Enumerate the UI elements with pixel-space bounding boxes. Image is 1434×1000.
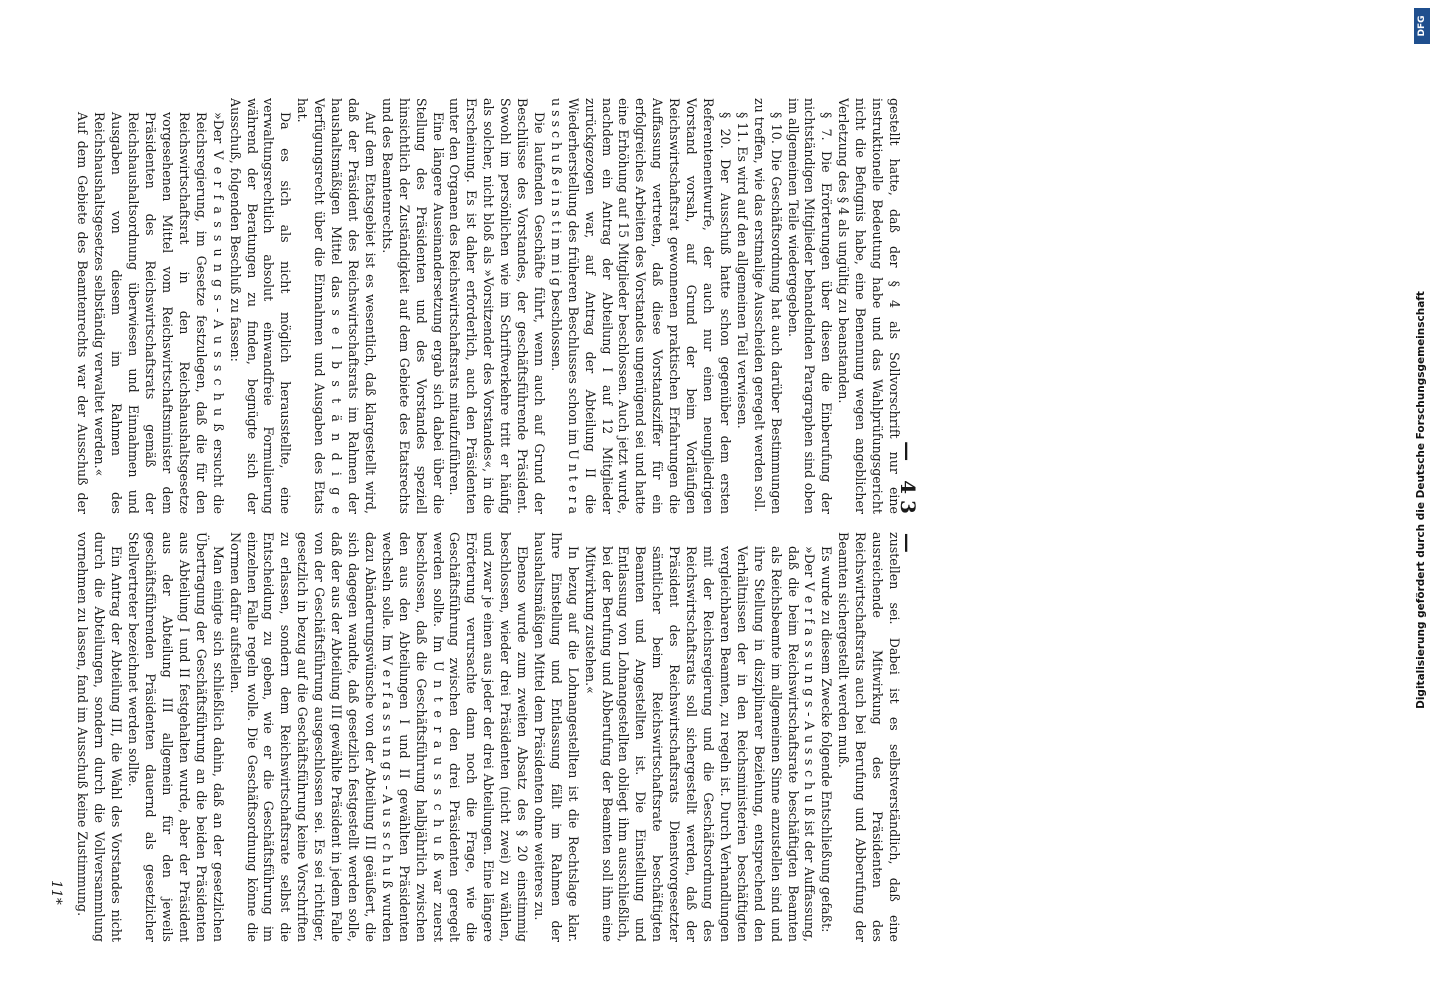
paragraph: Auf dem Gebiete des Beamtenrechts war der Ausschuß der [75, 112, 91, 514]
dfg-logo-text: DFG [1417, 15, 1427, 37]
page-number: — 43 — [896, 441, 920, 559]
paragraph: Da es sich als nicht möglich herausstellte, eine verwaltungsrechtlich absolut einwandfreie Formulierung während der Beratungen zu finden, begnügte sich der Ausschuß, folgenden Beschluß zu fassen: [227, 98, 294, 514]
right-text-column [72, 532, 902, 942]
paragraph-section-20: § 20. Der Ausschuß hatte schon gegenüber dem ersten Referentenentwurfe, der auch nur einen neungliedrigen Vorstand vorsah, auf Grund der beim Vorläufigen Reichswirtschaftsrat gewonnenen praktischen Erfahrungen die Auffassung vertreten, daß diese Vorstandsziffer für ein erfolgreiches Arbeiten des Vorstandes ungenügend sei und hatte eine Erhöhung auf 15 Mitglieder beschlossen. Auch jetzt wurde, nachdem ein Antrag der Abteilung I auf 12 Mitglieder zurückgezogen war, auf Antrag der Abteilung II die Wiederherstellung des früheren Beschlusses schon im U n t e r a u s s c h u ß e i n s t i m m i g beschlossen. [548, 98, 733, 514]
paragraph: Auf dem Etatsgebiet ist es wesentlich, daß klargestellt wird, daß der Präsident des Reichswirtschaftsrats im Rahmen der haushaltsmäßigen Mittel das s e l b s t ä n d i g e Verfügungsrecht über die Einnahmen und Ausgaben des Etats hat. [295, 98, 378, 514]
paragraph: Man einigte sich schließlich dahin, daß an der gesetzlichen Übertragung der Geschäftsführung an die beiden Präsidenten aus Abteilung I und II festgehalten wurde, aber der Präsident aus der Abteilung III allgemein für den jeweils geschäftsführenden Präsidenten dauernd als gesetzlicher Stellvertreter bezeichnet werden sollte. [126, 532, 226, 942]
digitization-note [1407, 6, 1434, 994]
paragraph: In bezug auf die Lohnangestellten ist die Rechtslage klar. Ihre Einstellung und Entlassung fällt im Rahmen der haushaltsmäßigen Mittel dem Präsidenten ohne weiteres zu. [531, 532, 581, 942]
paragraph-section-10: § 10. Die Geschäftsordnung hat auch darüber Bestimmungen zu treffen, wie das erstmalige Ausscheiden geregelt werden soll. [751, 98, 784, 514]
signature-mark: 11* [48, 880, 64, 905]
paragraph: gestellt hatte, daß der § 4 als Sollvorschrift nur eine instruktionelle Bedeutung habe und das Wahlprüfungsgericht nicht die Befugnis habe, eine Benennung wegen angeblicher Verletzung des § 4 als ungültig zu beanstanden. [836, 98, 902, 514]
paragraph: Es wurde zu diesem Zwecke folgende Entschließung gefaßt: [819, 546, 835, 933]
quoted-resolution: »Der V e r f a s s u n g s - A u s s c h u ß ist der Auffassung, daß die beim Reichswirtschaftsrate beschäftigten Beamten als Reichsbeamte im allgemeinen Sinne anzustellen sind und ihre Stellung in disziplinarer Beziehung, entsprechend den Verhältnissen der in den Reichsministerien beschäftigten vergleichbaren Beamten, zu regeln ist. Durch Verhandlungen mit der Reichsregierung und die Geschäftsordnung des Reichswirtschaftsrats soll sichergestellt werden, daß der Präsident des Reichswirtschaftsrats Dienstvorgesetzter sämtlicher beim Reichswirtschaftsrate beschäftigten Beamten und Angestellten ist. Die Einstellung und Entlassung von Lohnangestellten obliegt ihm ausschließlich, bei der Berufung und Abberufung der Beamten soll ihm eine Mitwirkung zustehen.« [582, 546, 818, 942]
left-text-column [72, 98, 902, 514]
quoted-resolution: »Der V e r f a s s u n g s - A u s s c h u ß ersucht die Reichsregierung, im Gesetze festzulegen, daß die für den Reichswirtschaftsrat in den Reichshaushaltsgesetze vorgesehenen Mittel vom Reichswirtschaftsminister dem Präsidenten des Reichswirtschaftsrats gemäß der Reichshaushaltsordnung überwiesen und Einnahmen und Ausgaben von diesem im Rahmen des Reichshaushaltsgesetzes selbständig verwaltet werden.« [92, 112, 226, 514]
digitization-note-text: Digitalisierung gefördert durch die Deutsche Forschungsgemeinschaft [1415, 291, 1427, 709]
paragraph: Die laufenden Geschäfte führt, wenn auch auf Grund der Beschlüsse des Vorstandes, der geschäftsführende Präsident. Sowohl im persönlichen wie im Schriftverkehre tritt er häufig als solcher, nicht bloß als »Vorsitzender des Vorstandes«, in die Erscheinung. Es ist daher erforderlich, auch den Präsidenten unter den Organen des Reichswirtschaftsrats mitaufzuführen. [447, 98, 547, 514]
paragraph: Eine längere Auseinandersetzung ergab sich dabei über die Stellung des Präsidenten und des Vorstandes speziell hinsichtlich der Zuständigkeit auf dem Gebiete des Etatsrechts und des Beamtenrechts. [379, 98, 446, 514]
paragraph-section-7: § 7. Die Erörterungen über diesen die Einberufung der nichtständigen Mitglieder behandelnden Paragraphen sind oben im allgemeinen Teile wiedergegeben. [785, 98, 835, 514]
dfg-logo [1414, 8, 1430, 44]
paragraph-section-11: § 11. Es wird auf den allgemeinen Teil verwiesen. [734, 112, 750, 429]
paragraph: zustellen sei. Dabei ist es selbstverständlich, daß eine ausreichende Mitwirkung des Präsidenten des Reichswirtschaftsrats auch bei Berufung und Abberufung der Beamten sichergestellt werden muß. [836, 532, 902, 942]
paragraph: Ebenso wurde zum zweiten Absatz des § 20 einstimmig beschlossen, wieder drei Präsidenten (nicht zwei) zu wählen, und zwar je einen aus jeder der drei Abteilungen. Eine längere Erörterung verursachte dann noch die Frage, wie die Geschäftsführung zwischen den drei Präsidenten geregelt werden sollte. Im U n t e r a u s s c h u ß war zuerst beschlossen, daß die Geschäftsführung halbjährlich zwischen den aus den Abteilungen I und II gewählten Präsidenten wechseln solle. Im V e r f a s s u n g s - A u s s c h u ß wurden dazu Abänderungswünsche von der Abteilung III geäußert, die sich dagegen wandte, daß gesetzlich festgestellt werden solle, daß der aus der Abteilung III gewählte Präsident in jedem Falle von der Geschäftsführung ausgeschlossen sei. Es sei richtiger, gesetzlich in bezug auf die Geschäftsführung keine Vorschriften zu erlassen, sondern dem Reichswirtschaftsrate selbst die Entscheidung zu geben, wie er die Geschäftsführung im einzelnen Falle regeln wolle. Die Geschäftsordnung könne die Normen dafür aufstellen. [227, 532, 531, 942]
paragraph-section-22 [72, 532, 74, 942]
paragraph: Ein Antrag der Abteilung III, die Wahl des Vorstandes nicht durch die Abteilungen, sondern durch die Vollversammlung vornehmen zu lassen, fand im Ausschuß keine Zustimmung. [75, 532, 125, 942]
